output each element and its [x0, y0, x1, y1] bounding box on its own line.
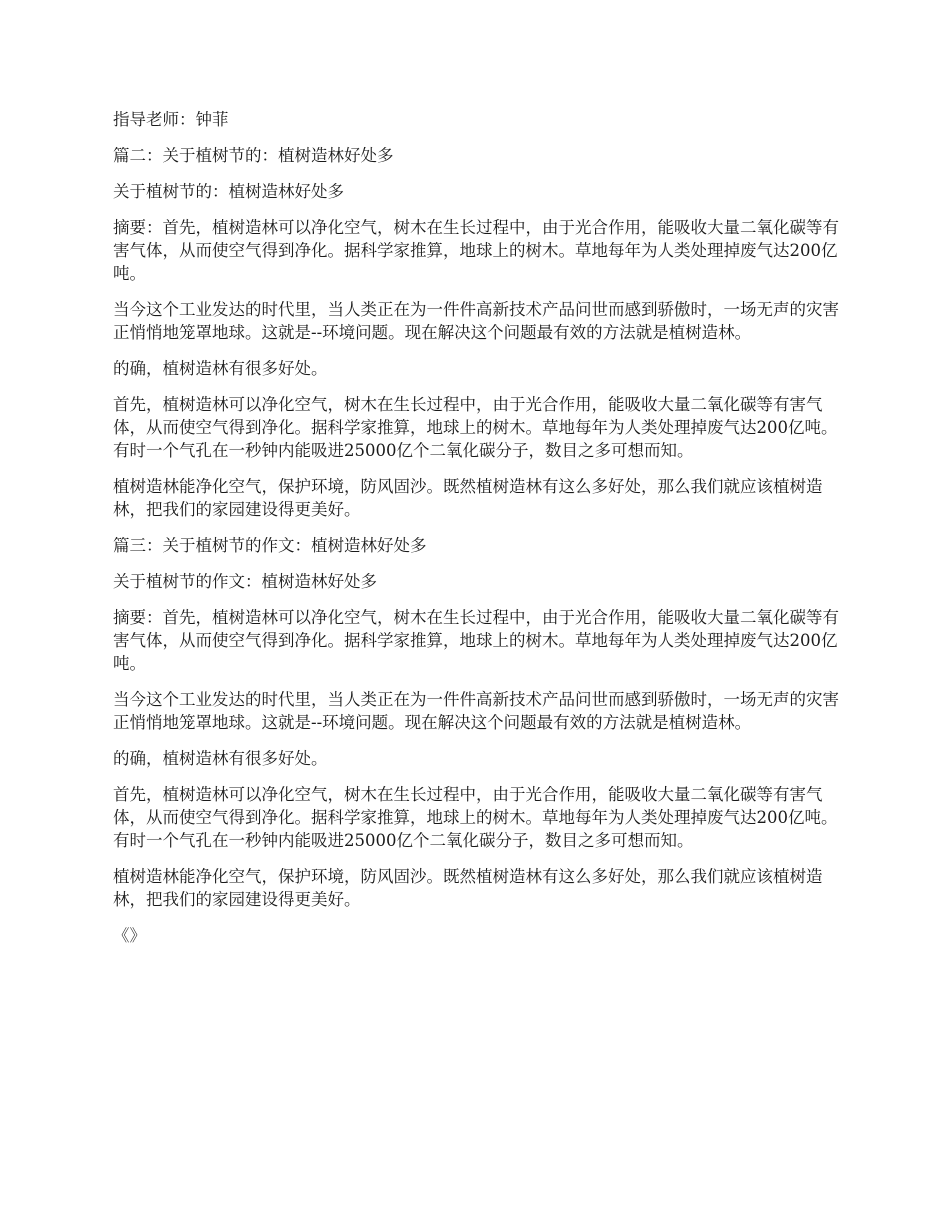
- body-paragraph: 植树造林能净化空气，保护环境，防风固沙。既然植树造林有这么多好处，那么我们就应该植树造林，把我们的家园建设得更美好。: [113, 867, 823, 909]
- abstract-paragraph-2: 摘要：首先，植树造林可以净化空气，树木在生长过程中，由于光合作用，能吸收大量二氧化碳等有害气体，从而使空气得到净化。据科学家推算，地球上的树木。草地每年为人类处理掉废气达200亿吨。: [113, 218, 839, 283]
- closing-brackets: 《》: [113, 926, 146, 945]
- body-paragraph: 首先，植树造林可以净化空气，树木在生长过程中，由于光合作用，能吸收大量二氧化碳等有害气体，从而使空气得到净化。据科学家推算，地球上的树木。草地每年为人类处理掉废气达200亿吨。有时一个气孔在一秒钟内能吸进25000亿个二氧化碳分子，数目之多可想而知。: [113, 785, 838, 850]
- section-heading-3: 篇三：关于植树节的作文：植树造林好处多: [113, 536, 427, 555]
- body-paragraph: 的确，植树造林有很多好处。: [113, 749, 328, 768]
- advisor-line: 指导老师：钟菲: [113, 110, 229, 129]
- body-paragraph: 植树造林能净化空气，保护环境，防风固沙。既然植树造林有这么多好处，那么我们就应该植树造林，把我们的家园建设得更美好。: [113, 477, 823, 519]
- section-title-3: 关于植树节的作文：植树造林好处多: [113, 572, 377, 591]
- body-paragraph: 的确，植树造林有很多好处。: [113, 359, 328, 378]
- abstract-paragraph-3: 摘要：首先，植树造林可以净化空气，树木在生长过程中，由于光合作用，能吸收大量二氧化碳等有害气体，从而使空气得到净化。据科学家推算，地球上的树木。草地每年为人类处理掉废气达200亿吨。: [113, 608, 839, 673]
- body-paragraph: 当今这个工业发达的时代里，当人类正在为一件件高新技术产品问世而感到骄傲时，一场无声的灾害正悄悄地笼罩地球。这就是--环境问题。现在解决这个问题最有效的方法就是植树造林。: [113, 690, 839, 732]
- body-paragraph: 当今这个工业发达的时代里，当人类正在为一件件高新技术产品问世而感到骄傲时，一场无声的灾害正悄悄地笼罩地球。这就是--环境问题。现在解决这个问题最有效的方法就是植树造林。: [113, 300, 839, 342]
- section-heading-2: 篇二：关于植树节的：植树造林好处多: [113, 146, 394, 165]
- body-paragraph: 首先，植树造林可以净化空气，树木在生长过程中，由于光合作用，能吸收大量二氧化碳等有害气体，从而使空气得到净化。据科学家推算，地球上的树木。草地每年为人类处理掉废气达200亿吨。有时一个气孔在一秒钟内能吸进25000亿个二氧化碳分子，数目之多可想而知。: [113, 395, 838, 460]
- section-title-2: 关于植树节的：植树造林好处多: [113, 182, 344, 201]
- document-page: [113, 108, 841, 960]
